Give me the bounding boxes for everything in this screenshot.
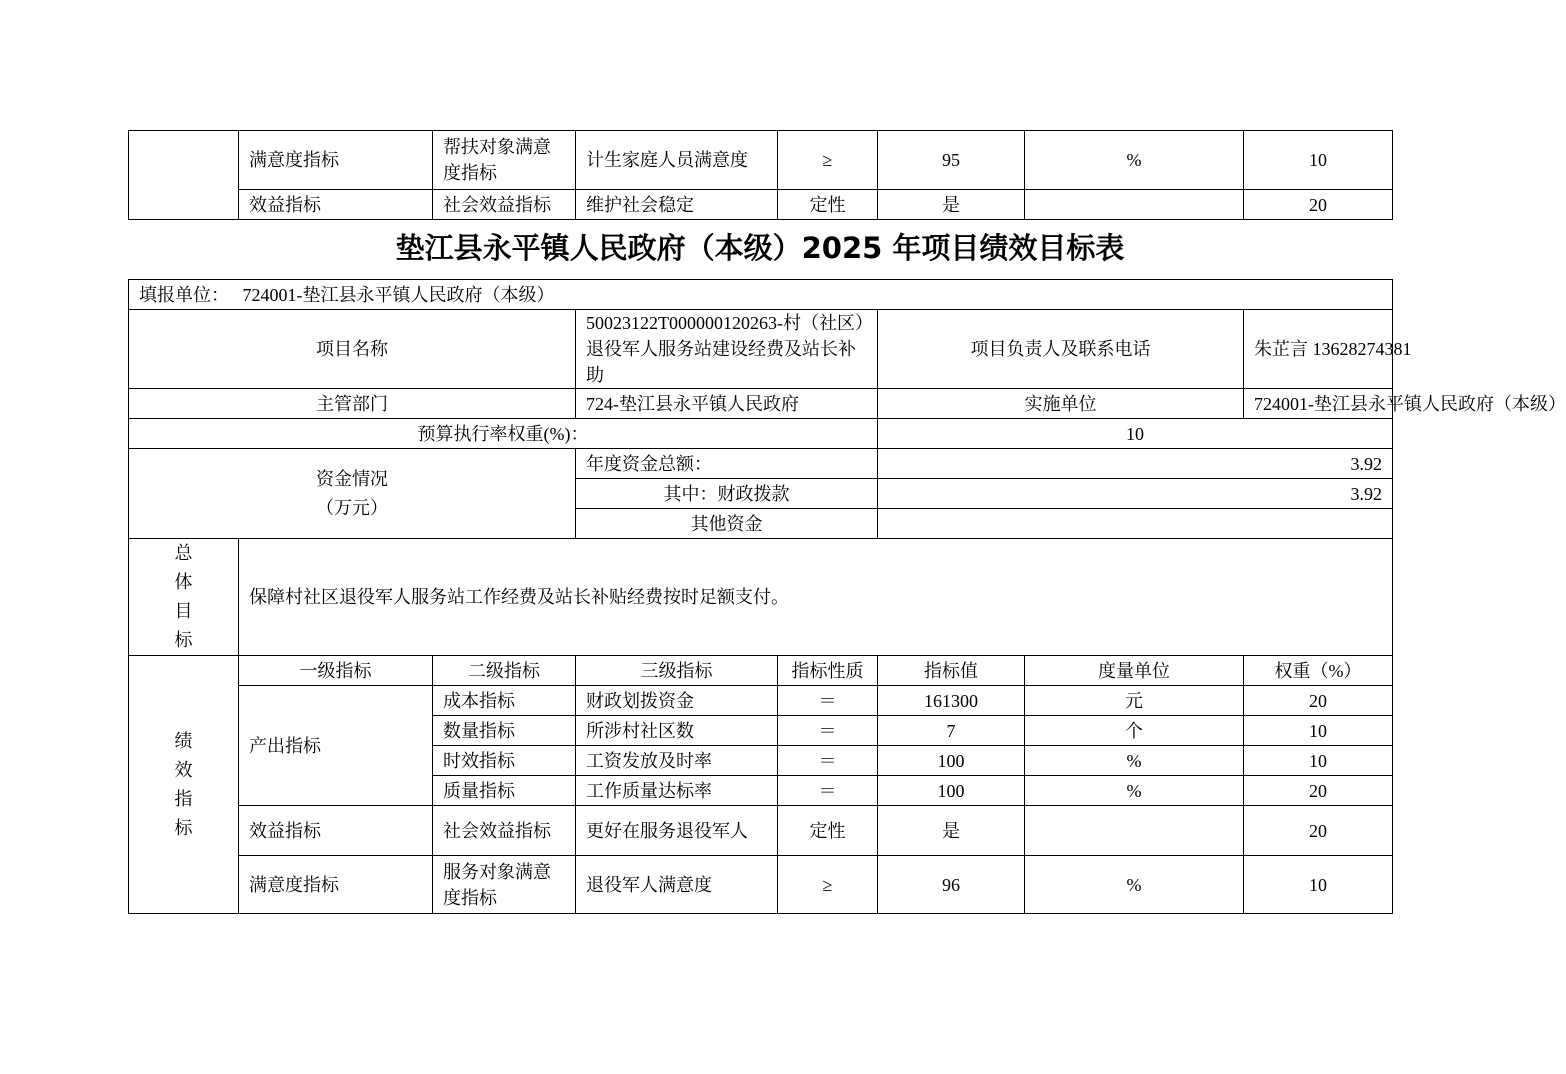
level2-cell: 成本指标	[433, 686, 576, 716]
value-cell: 是	[878, 806, 1025, 856]
table-row	[129, 389, 1393, 419]
header-nature: 指标性质	[778, 656, 878, 686]
table-row	[129, 449, 1393, 479]
weight-cell: 10	[1244, 716, 1393, 746]
budget-weight-value: 10	[878, 419, 1393, 449]
header-unit: 度量单位	[1025, 656, 1244, 686]
nature-cell: ＝	[778, 776, 878, 806]
project-name-value: 50023122T000000120263-村（社区）退役军人服务站建设经费及站长补助	[576, 310, 878, 389]
header-level3: 三级指标	[576, 656, 778, 686]
level1-cell: 满意度指标	[239, 131, 433, 190]
perf-label-char: 指	[174, 788, 193, 809]
nature-cell: ＝	[778, 686, 878, 716]
level3-cell: 维护社会稳定	[576, 190, 778, 220]
level2-cell: 质量指标	[433, 776, 576, 806]
value-cell: 95	[878, 131, 1025, 190]
goal-label-char: 体	[174, 572, 193, 592]
level3-cell: 财政划拨资金	[576, 686, 778, 716]
header-weight: 权重（%）	[1244, 656, 1393, 686]
weight-cell: 10	[1244, 131, 1393, 190]
contact-label: 项目负责人及联系电话	[878, 310, 1244, 389]
previous-page-indicator-table	[128, 130, 1393, 220]
unit-cell: 个	[1025, 716, 1244, 746]
impl-value: 724001-垫江县永平镇人民政府（本级）	[1244, 389, 1393, 419]
unit-cell: %	[1025, 746, 1244, 776]
annual-total-value: 3.92	[878, 449, 1393, 479]
weight-cell: 10	[1244, 856, 1393, 914]
table-row	[129, 806, 1393, 856]
value-cell: 是	[878, 190, 1025, 220]
level3-cell: 更好在服务退役军人	[576, 806, 778, 856]
unit-cell: %	[1025, 131, 1244, 190]
header-level1: 一级指标	[239, 656, 433, 686]
value-cell: 7	[878, 716, 1025, 746]
project-name-label: 项目名称	[129, 310, 576, 389]
level2-cell: 社会效益指标	[433, 190, 576, 220]
perf-label-char: 绩	[174, 730, 193, 751]
table-row	[129, 656, 1393, 686]
funds-label-line2: （万元）	[316, 497, 388, 518]
unit-cell: %	[1025, 856, 1244, 914]
page-title: 垫江县永平镇人民政府（本级）2025 年项目绩效目标表	[395, 231, 1125, 265]
level2-cell: 时效指标	[433, 746, 576, 776]
reporting-unit-value: 724001-垫江县永平镇人民政府（本级）	[242, 284, 555, 305]
weight-cell: 20	[1244, 776, 1393, 806]
fiscal-value: 3.92	[878, 479, 1393, 509]
other-funds-value	[878, 509, 1393, 539]
performance-target-table	[128, 279, 1566, 914]
goal-label-char: 目	[174, 601, 193, 621]
goal-label-char: 总	[174, 543, 193, 563]
fiscal-label: 其中：财政拨款	[576, 479, 878, 509]
nature-cell: ＝	[778, 746, 878, 776]
nature-cell: ≥	[778, 131, 878, 190]
perf-label-char: 标	[174, 817, 193, 838]
level1-cell: 效益指标	[239, 190, 433, 220]
level1-cell: 满意度指标	[239, 856, 433, 914]
weight-cell: 10	[1244, 746, 1393, 776]
level1-cell: 效益指标	[239, 806, 433, 856]
dept-label: 主管部门	[129, 389, 576, 419]
performance-indicator-label	[129, 656, 239, 914]
value-cell: 100	[878, 776, 1025, 806]
table-row	[129, 310, 1393, 389]
nature-cell: 定性	[778, 190, 878, 220]
table-row	[129, 131, 1393, 190]
funds-label-line1: 资金情况	[316, 468, 388, 489]
weight-cell: 20	[1244, 190, 1393, 220]
unit-cell: 元	[1025, 686, 1244, 716]
unit-cell	[1025, 190, 1244, 220]
dept-value: 724-垫江县永平镇人民政府	[576, 389, 878, 419]
empty-cell	[129, 131, 239, 220]
level2-cell: 数量指标	[433, 716, 576, 746]
level3-cell: 工作质量达标率	[576, 776, 778, 806]
overall-goal-label	[129, 539, 239, 656]
header-level2: 二级指标	[433, 656, 576, 686]
nature-cell: 定性	[778, 806, 878, 856]
goal-label-char: 标	[174, 630, 193, 650]
table-row	[129, 280, 1393, 310]
impl-label: 实施单位	[878, 389, 1244, 419]
header-value: 指标值	[878, 656, 1025, 686]
value-cell: 96	[878, 856, 1025, 914]
nature-cell: ＝	[778, 716, 878, 746]
weight-cell: 20	[1244, 686, 1393, 716]
nature-cell: ≥	[778, 856, 878, 914]
table-row	[129, 539, 1393, 656]
value-cell: 100	[878, 746, 1025, 776]
overall-goal-text: 保障村社区退役军人服务站工作经费及站长补贴经费按时足额支付。	[239, 539, 1393, 656]
contact-value: 朱芷言 13628274381	[1244, 310, 1393, 389]
budget-weight-label: 预算执行率权重(%)：	[129, 419, 878, 449]
other-funds-label: 其他资金	[576, 509, 878, 539]
level3-cell: 退役军人满意度	[576, 856, 778, 914]
table-row	[129, 856, 1393, 914]
table-row	[129, 419, 1393, 449]
unit-cell	[1025, 806, 1244, 856]
funds-label	[129, 449, 576, 539]
perf-label-char: 效	[174, 759, 193, 780]
level2-cell: 服务对象满意度指标	[433, 856, 576, 914]
level3-cell: 工资发放及时率	[576, 746, 778, 776]
value-cell: 161300	[878, 686, 1025, 716]
annual-total-label: 年度资金总额：	[576, 449, 878, 479]
table-row	[129, 686, 1393, 716]
level2-cell: 帮扶对象满意度指标	[433, 131, 576, 190]
table-row	[129, 190, 1393, 220]
level3-cell: 计生家庭人员满意度	[576, 131, 778, 190]
unit-cell: %	[1025, 776, 1244, 806]
level3-cell: 所涉村社区数	[576, 716, 778, 746]
output-indicator-label: 产出指标	[239, 686, 433, 806]
reporting-unit-label: 填报单位：	[139, 284, 229, 305]
weight-cell: 20	[1244, 806, 1393, 856]
reporting-unit-cell	[129, 280, 1393, 310]
level2-cell: 社会效益指标	[433, 806, 576, 856]
